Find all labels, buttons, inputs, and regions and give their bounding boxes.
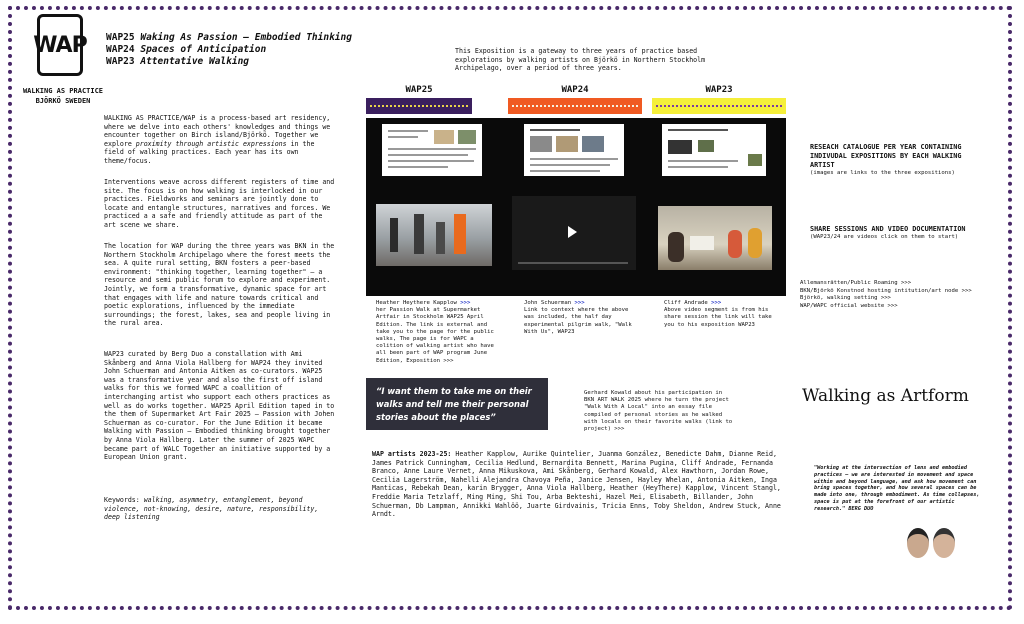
wap-logo[interactable]	[33, 14, 87, 76]
year-label-wap24: WAP24	[561, 85, 589, 95]
berg-duo-portrait	[905, 526, 961, 554]
media-panel	[366, 118, 786, 296]
gerhard-quote-box[interactable]: “I want them to take me on their walks and tell me their personal stories about the places”	[366, 378, 548, 430]
catalogue-wap25-thumbnail[interactable]	[382, 124, 482, 176]
bar-dots	[656, 105, 782, 107]
caption-heather-link[interactable]: >>>	[460, 300, 471, 306]
title-list	[106, 32, 352, 68]
bar-dots	[370, 105, 468, 107]
video-progress[interactable]	[518, 262, 628, 264]
artists-names: Heather Kapplow, Aurike Quintelier, Juanma González, Benedicte Dahm, Dianne Reid, James Patrick Cunningham, Cecilia Hedlund, Bernardita Bennett, Marina Pugina, Cliff Andrade, Fernanda Branco, Anne Laure Vernet, Anna Mikuskova, Ami Skånberg, Gerhard Kowald, Alex Hawthorn, Jordan Rowe, Cecilia Lagerström, Nahelli Alejandra Chavoya Peña, Janice Jensen, Hayley Whelan, Antonia Aitken, Inga Manticas, Rebekah Dean, karin Brygger, Anna Viola Hallberg, Heather (HeyThere) Kapplow, Vincent Stangl, Freddie Maria Tetzlaff, Ming Ming, Shi Tou, Arba Bekteshi, Hazel Mei, Elisabeth, Billander, John Schuerman, Db Lampman, Annikki Wahlöö, Juarte Girdvainis, Tricia Enns, Toby Sheldon, Andrew Stuck, Anne Arndt.	[372, 450, 781, 519]
play-icon[interactable]	[568, 226, 577, 238]
link-bkn[interactable]: BKN/Björkö Konstnod hosting intitution/art node >>>	[800, 287, 972, 294]
portrait-face-1	[907, 528, 929, 558]
caption-cliff[interactable]: Cliff Andrade >>> Above video segment is from his share session the link will take you to his exposition WAP23	[664, 300, 772, 328]
year-bar-wap23[interactable]	[652, 98, 786, 114]
title-wap25: WAP25 Waking As Passion – Embodied Thinking	[106, 32, 352, 43]
intro-paragraph-3: The location for WAP during the three years was BKN in the Northern Stockholm Archipelago where the forest meets the sea. A quite rural setting, BKN fosters a peer-based environment: "thinking together, learning together" – a resource and semi public forum to explore and experiment. Jointly, we form a transformative, dynamic space for art that engages with life and nature towards critical and poetic explorations, influenced by the immediate surroundings; the forest, lakes, sea and people living in the rural area.	[104, 242, 335, 328]
logo-caption	[18, 86, 108, 106]
year-bar-wap25[interactable]	[366, 98, 472, 114]
external-links	[800, 280, 984, 310]
video-cliff-andrade[interactable]	[658, 206, 772, 270]
link-wap-website[interactable]: WAP/WAPC official website >>>	[800, 302, 898, 309]
exposition-intro: This Exposition is a gateway to three years of practice based explorations by walking artists on Björkö in Northern Stockholm Archipelago, over a period of three years.	[455, 47, 706, 73]
logo-caption-line1: WALKING AS PRACTICE	[22, 87, 104, 95]
gerhard-caption[interactable]: Gerhard Kowald about his participation in BKN ART WALK 2025 where he turn the project "Walk With A Local" into an essay file compiled of personal stories as he walked with locals on their favorite walks (link to project) >>>	[584, 390, 733, 433]
title-wap24: WAP24 Spaces of Anticipation	[106, 44, 267, 55]
year-label-wap23: WAP23	[705, 85, 733, 95]
bar-dots	[512, 105, 638, 107]
video-player-wap24[interactable]	[512, 196, 636, 270]
share-sessions-block	[810, 225, 980, 241]
research-sub: (images are links to the three expositions)	[810, 170, 955, 176]
berg-duo-quote: "Working at the intersection of lens and embodied practices – we are interested in movement and space within and beyond language, and ask how movement can bring spaces together, and how several spaces can be made into one, through embodiment. As time collapses, space is put at the forefront of our artistic research." BERG DUO	[814, 465, 980, 512]
logo-caption-line2: BJÖRKÖ SWEDEN	[35, 97, 91, 105]
artists-list	[372, 450, 782, 519]
portrait-face-2	[933, 528, 955, 558]
catalogue-wap23-thumbnail[interactable]	[662, 124, 766, 176]
intro-paragraph-2: Interventions weave across different registers of time and site. The focus is on how walking is interlocked in our practices. Fieldworks and seminars are jointly done to locate and entangle structures, narratives and forces. We practiced a a safe and friendly attitude as part of the art scene we share.	[104, 178, 335, 229]
photo-passion-walk[interactable]	[376, 204, 492, 266]
share-sub: (WAP23/24 are videos click on them to start)	[810, 234, 959, 240]
title-wap23: WAP23 Attentative Walking	[106, 56, 250, 67]
artists-label: WAP artists 2023-25:	[372, 450, 452, 458]
research-heading: RESEACH CATALOGUE PER YEAR CONTAINING INDIVUDAL EXPOSITIONS BY EACH WALKING ARTIST	[810, 143, 962, 169]
keywords: Keywords: walking, asymmetry, entanglement, beyond violence, not-knowing, desire, nature, responsibility, deep listening	[104, 496, 319, 522]
logo-text: WAP	[33, 33, 87, 58]
caption-john-link[interactable]: >>>	[574, 300, 585, 306]
caption-heather[interactable]: Heather Heythere Kapplow >>> her Passion Walk at Supermarket Artfair in Stockholm WAP25 April Edition. The link is external and take you to the page for the public walks, The page is for WAPC a colition of walking artist who have all been part of WAP program June Edition, Exposition >>>	[376, 300, 494, 364]
year-bar-wap24[interactable]	[508, 98, 642, 114]
catalogue-wap24-thumbnail[interactable]	[524, 124, 624, 176]
research-catalogue-block	[810, 143, 980, 177]
intro-paragraph-4: WAP23 curated by Berg Duo a constallation with Ami Skånberg and Anna Viola Hallberg for WAP24 they invited John Schuerman and Antonia Aitken as co-curators. WAP25 was a transformative year and also the first off island walks for this we formed WAPC a coallition of interchanging artist who support each others practices as well as do works together. WAP25 April Edition taped in to the them of Supermarket Art Fair 2025 – Passion with Johen Schuerman as co-curator. For the June Edition it became Walking with Passion – Embodied thinking brought together by Anna Viola Hallberg. Later the summer of 2025 WAPC became part of WALC Together an initiative supported by a European Union grant.	[104, 350, 335, 462]
caption-john[interactable]: John Schuerman >>> Link to context where the above was included, the half day experimental pilgrim walk, "Walk With Us", WAP23	[524, 300, 632, 335]
walking-as-artform-heading: Walking as Artform	[802, 386, 969, 406]
link-bjorko[interactable]: Björkö, walking setting >>>	[800, 295, 891, 302]
link-public-roaming[interactable]: Allemansrätten/Public Roaming >>>	[800, 280, 912, 286]
caption-cliff-link[interactable]: >>>	[711, 300, 722, 306]
intro-paragraph-1: WALKING AS PRACTICE/WAP is a process-based art residency, where we delve into each others' knowledges and things we encounter together on Birch island/Björkö. Together we explore proximity through artistic expressions in the field of walking practices. Each year has its own theme/focus.	[104, 114, 331, 165]
share-heading: SHARE SESSIONS AND VIDEO DOCUMENTATION	[810, 225, 966, 233]
year-label-wap25: WAP25	[405, 85, 433, 95]
